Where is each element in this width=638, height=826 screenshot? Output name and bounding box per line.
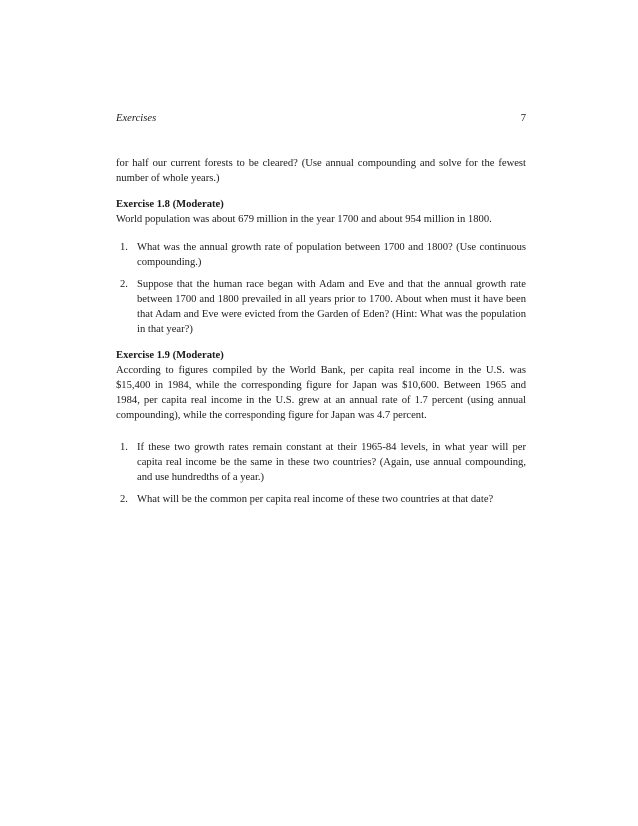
exercise-body: World population was about 679 million in the year 1700 and about 954 million in 1800. xyxy=(116,214,492,225)
exercise-body: According to figures compiled by the World Bank, per capita real income in the U.S. was $15,400 in 1984, while the corresponding figure for Japan was $10,600. Between 1965 and 1984, per capita real income in the U.S. grew at an annual rate of 1.7 percent (using annual compounding), while the corresponding figure for Japan was 4.7 percent. xyxy=(116,365,526,421)
item-number: 2. xyxy=(120,494,128,505)
item-text: If these two growth rates remain constant at their 1965-84 levels, in what year will per capita real income be the same in these two countries? (Again, use annual compounding, and use hundredths of a year.) xyxy=(137,442,526,483)
item-number: 1. xyxy=(120,242,128,253)
list-item xyxy=(116,240,526,270)
exercise-1-8 xyxy=(116,197,526,337)
item-text: What will be the common per capita real income of these two countries at that date? xyxy=(137,494,494,505)
exercise-title: Exercise 1.8 (Moderate) xyxy=(116,199,224,210)
page-number: 7 xyxy=(520,113,526,124)
running-header xyxy=(116,111,526,126)
section-title: Exercises xyxy=(116,113,157,124)
item-text: What was the annual growth rate of population between 1700 and 1800? (Use continuous compounding.) xyxy=(137,242,526,268)
item-text: Suppose that the human race began with Adam and Eve and that the annual growth rate between 1700 and 1800 prevailed in all years prior to 1700. About when must it have been that Adam and Eve were evicted from the Garden of Eden? (Hint: What was the population in that year?) xyxy=(137,279,526,335)
list-item xyxy=(116,277,526,337)
continuation-paragraph: for half our current forests to be cleared? (Use annual compounding and solve for the fewest number of whole years.) xyxy=(116,158,526,184)
exercise-question-list xyxy=(116,440,526,507)
exercise-title: Exercise 1.9 (Moderate) xyxy=(116,350,224,361)
exercise-question-list xyxy=(116,240,526,337)
exercise-1-9 xyxy=(116,348,526,507)
item-number: 1. xyxy=(120,442,128,453)
item-number: 2. xyxy=(120,279,128,290)
list-item xyxy=(116,492,526,507)
document-page xyxy=(116,111,526,518)
list-item xyxy=(116,440,526,485)
